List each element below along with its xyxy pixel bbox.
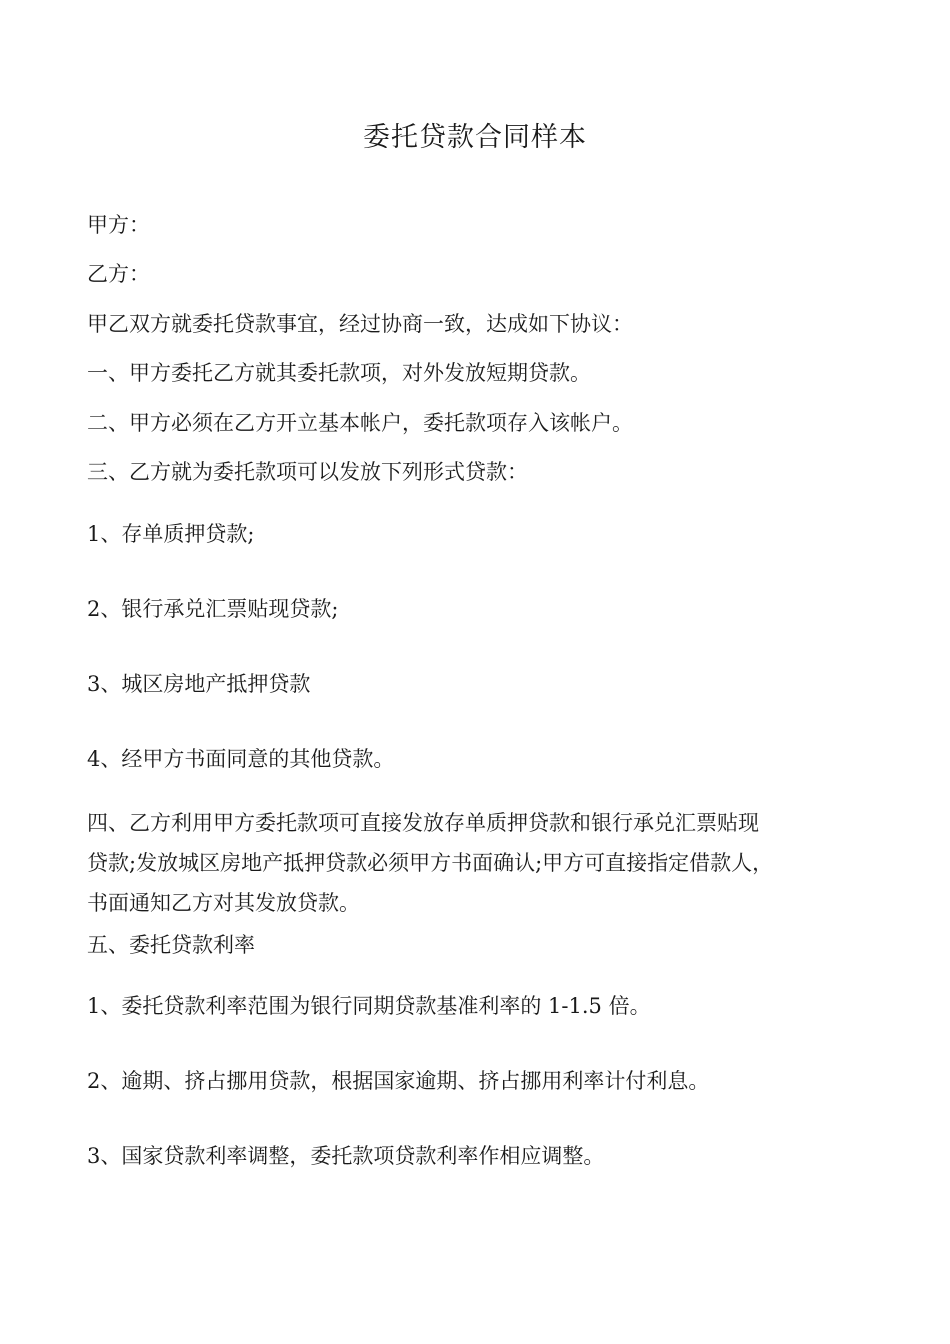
clause-2: 二、甲方必须在乙方开立基本帐户，委托款项存入该帐户。 bbox=[87, 411, 633, 435]
party-b-line: 乙方： bbox=[87, 262, 150, 286]
clause-3-item-1: 1、存单质押贷款; bbox=[87, 522, 255, 546]
clause-3: 三、乙方就为委托款项可以发放下列形式贷款： bbox=[87, 460, 528, 484]
clause-5-item-2: 2、逾期、挤占挪用贷款，根据国家逾期、挤占挪用利率计付利息。 bbox=[87, 1069, 710, 1093]
intro-paragraph: 甲乙双方就委托贷款事宜，经过协商一致，达成如下协议： bbox=[87, 312, 633, 336]
clause-3-item-2: 2、银行承兑汇票贴现贷款; bbox=[87, 597, 339, 621]
clause-4 bbox=[87, 803, 877, 923]
document-title: 委托贷款合同样本 bbox=[363, 122, 587, 153]
clause-4-line-2: 贷款;发放城区房地产抵押贷款必须甲方书面确认;甲方可直接指定借款人， bbox=[87, 851, 774, 875]
clause-5: 五、委托贷款利率 bbox=[87, 933, 255, 957]
clause-4-line-3: 书面通知乙方对其发放贷款。 bbox=[87, 891, 360, 915]
clause-4-line-1: 四、乙方利用甲方委托款项可直接发放存单质押贷款和银行承兑汇票贴现 bbox=[87, 811, 759, 835]
party-a-line: 甲方： bbox=[87, 213, 150, 237]
clause-5-item-3: 3、国家贷款利率调整，委托款项贷款利率作相应调整。 bbox=[87, 1144, 605, 1168]
clause-3-item-4: 4、经甲方书面同意的其他贷款。 bbox=[87, 747, 395, 771]
clause-5-item-1: 1、委托贷款利率范围为银行同期贷款基准利率的 1-1.5 倍。 bbox=[87, 994, 651, 1018]
clause-3-item-3: 3、城区房地产抵押贷款 bbox=[87, 672, 311, 696]
clause-1: 一、甲方委托乙方就其委托款项，对外发放短期贷款。 bbox=[87, 361, 591, 385]
